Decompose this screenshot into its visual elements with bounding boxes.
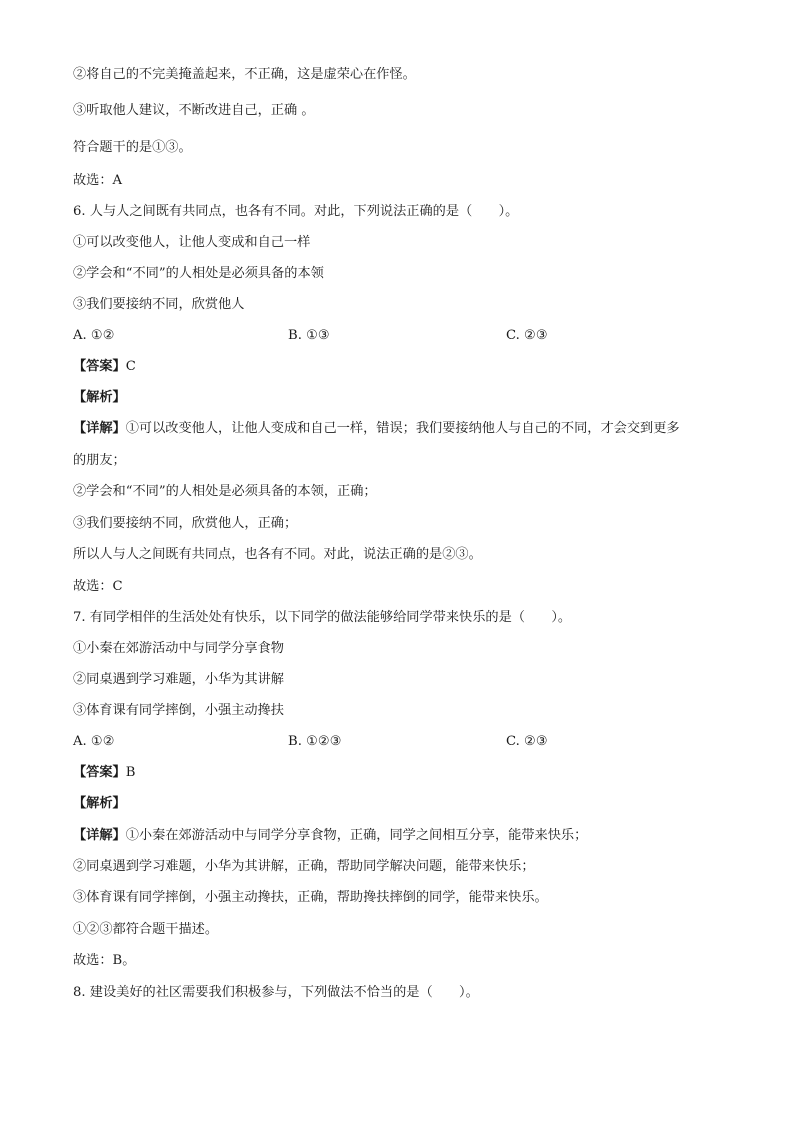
question-7-analysis-tag: 【解析】 xyxy=(73,796,126,811)
text-line: 所以人与人之间既有共同点，也各有不同。对此，说法正确的是②③。 xyxy=(73,547,482,562)
text-line: ③体育课有同学摔倒，小强主动搀扶，正确，帮助搀扶摔倒的同学，能带来快乐。 xyxy=(73,890,548,905)
detail-tag: 【详解】 xyxy=(73,421,126,436)
question-7-statement-2: ②同桌遇到学习难题，小华为其讲解 xyxy=(73,672,284,687)
text-line: ③听取他人建议，不断改进自己，正确 。 xyxy=(73,103,315,118)
text-line: ③我们要接纳不同，欣赏他人，正确； xyxy=(73,516,298,531)
question-7-answer xyxy=(73,763,733,783)
question-6-option-a: A. ①② xyxy=(73,328,115,343)
question-6-option-c: C. ②③ xyxy=(506,328,548,343)
question-6-answer xyxy=(73,357,733,377)
answer-value: B xyxy=(125,765,136,780)
text-line: ①②③都符合题干描述。 xyxy=(73,922,219,937)
text-line: 符合题干的是①③。 xyxy=(73,140,192,155)
question-6-statement-1: ①可以改变他人，让他人变成和自己一样 xyxy=(73,235,311,250)
question-7-stem: 7. 有同学相伴的生活处处有快乐，以下同学的做法能够给同学带来快乐的是（ ）。 xyxy=(73,610,572,625)
question-6-statement-2: ②学会和“不同”的人相处是必须具备的本领 xyxy=(73,266,324,281)
text-line: 故选：A xyxy=(73,173,123,188)
detail-text: ①小秦在郊游活动中与同学分享食物，正确，同学之间相互分享，能带来快乐； xyxy=(125,828,588,843)
answer-tag: 【答案】 xyxy=(73,359,126,374)
question-6-option-b: B. ①③ xyxy=(288,328,330,343)
text-line: ②同桌遇到学习难题，小华为其讲解，正确，帮助同学解决问题，能带来快乐； xyxy=(73,859,535,874)
question-6-statement-3: ③我们要接纳不同，欣赏他人 xyxy=(73,297,245,312)
question-7-statement-3: ③体育课有同学摔倒，小强主动搀扶 xyxy=(73,703,284,718)
question-6-detail-cont: 的朋友； xyxy=(73,453,126,468)
detail-text: ①可以改变他人，让他人变成和自己一样，错误；我们要接纳他人与自己的不同，才会交到更多 xyxy=(125,421,680,436)
question-7-option-a: A. ①② xyxy=(73,734,115,749)
question-6-stem: 6. 人与人之间既有共同点，也各有不同。对此，下列说法正确的是（ ）。 xyxy=(73,204,519,219)
text-line: ②学会和“不同”的人相处是必须具备的本领，正确； xyxy=(73,484,377,499)
question-7-detail xyxy=(73,826,733,846)
detail-tag: 【详解】 xyxy=(73,828,126,843)
question-8-stem: 8. 建设美好的社区需要我们积极参与，下列做法不恰当的是（ ）。 xyxy=(73,985,479,1000)
question-6-detail xyxy=(73,419,733,439)
question-7-option-c: C. ②③ xyxy=(506,734,548,749)
answer-tag: 【答案】 xyxy=(73,765,126,780)
question-6-analysis-tag: 【解析】 xyxy=(73,390,126,405)
question-7-statement-1: ①小秦在郊游活动中与同学分享食物 xyxy=(73,641,284,656)
text-line: 故选：C xyxy=(73,579,123,594)
answer-value: C xyxy=(125,359,136,374)
text-line: ②将自己的不完美掩盖起来，不正确，这是虚荣心在作怪。 xyxy=(73,67,416,82)
question-7-option-b: B. ①②③ xyxy=(288,734,342,749)
text-line: 故选：B。 xyxy=(73,953,136,968)
